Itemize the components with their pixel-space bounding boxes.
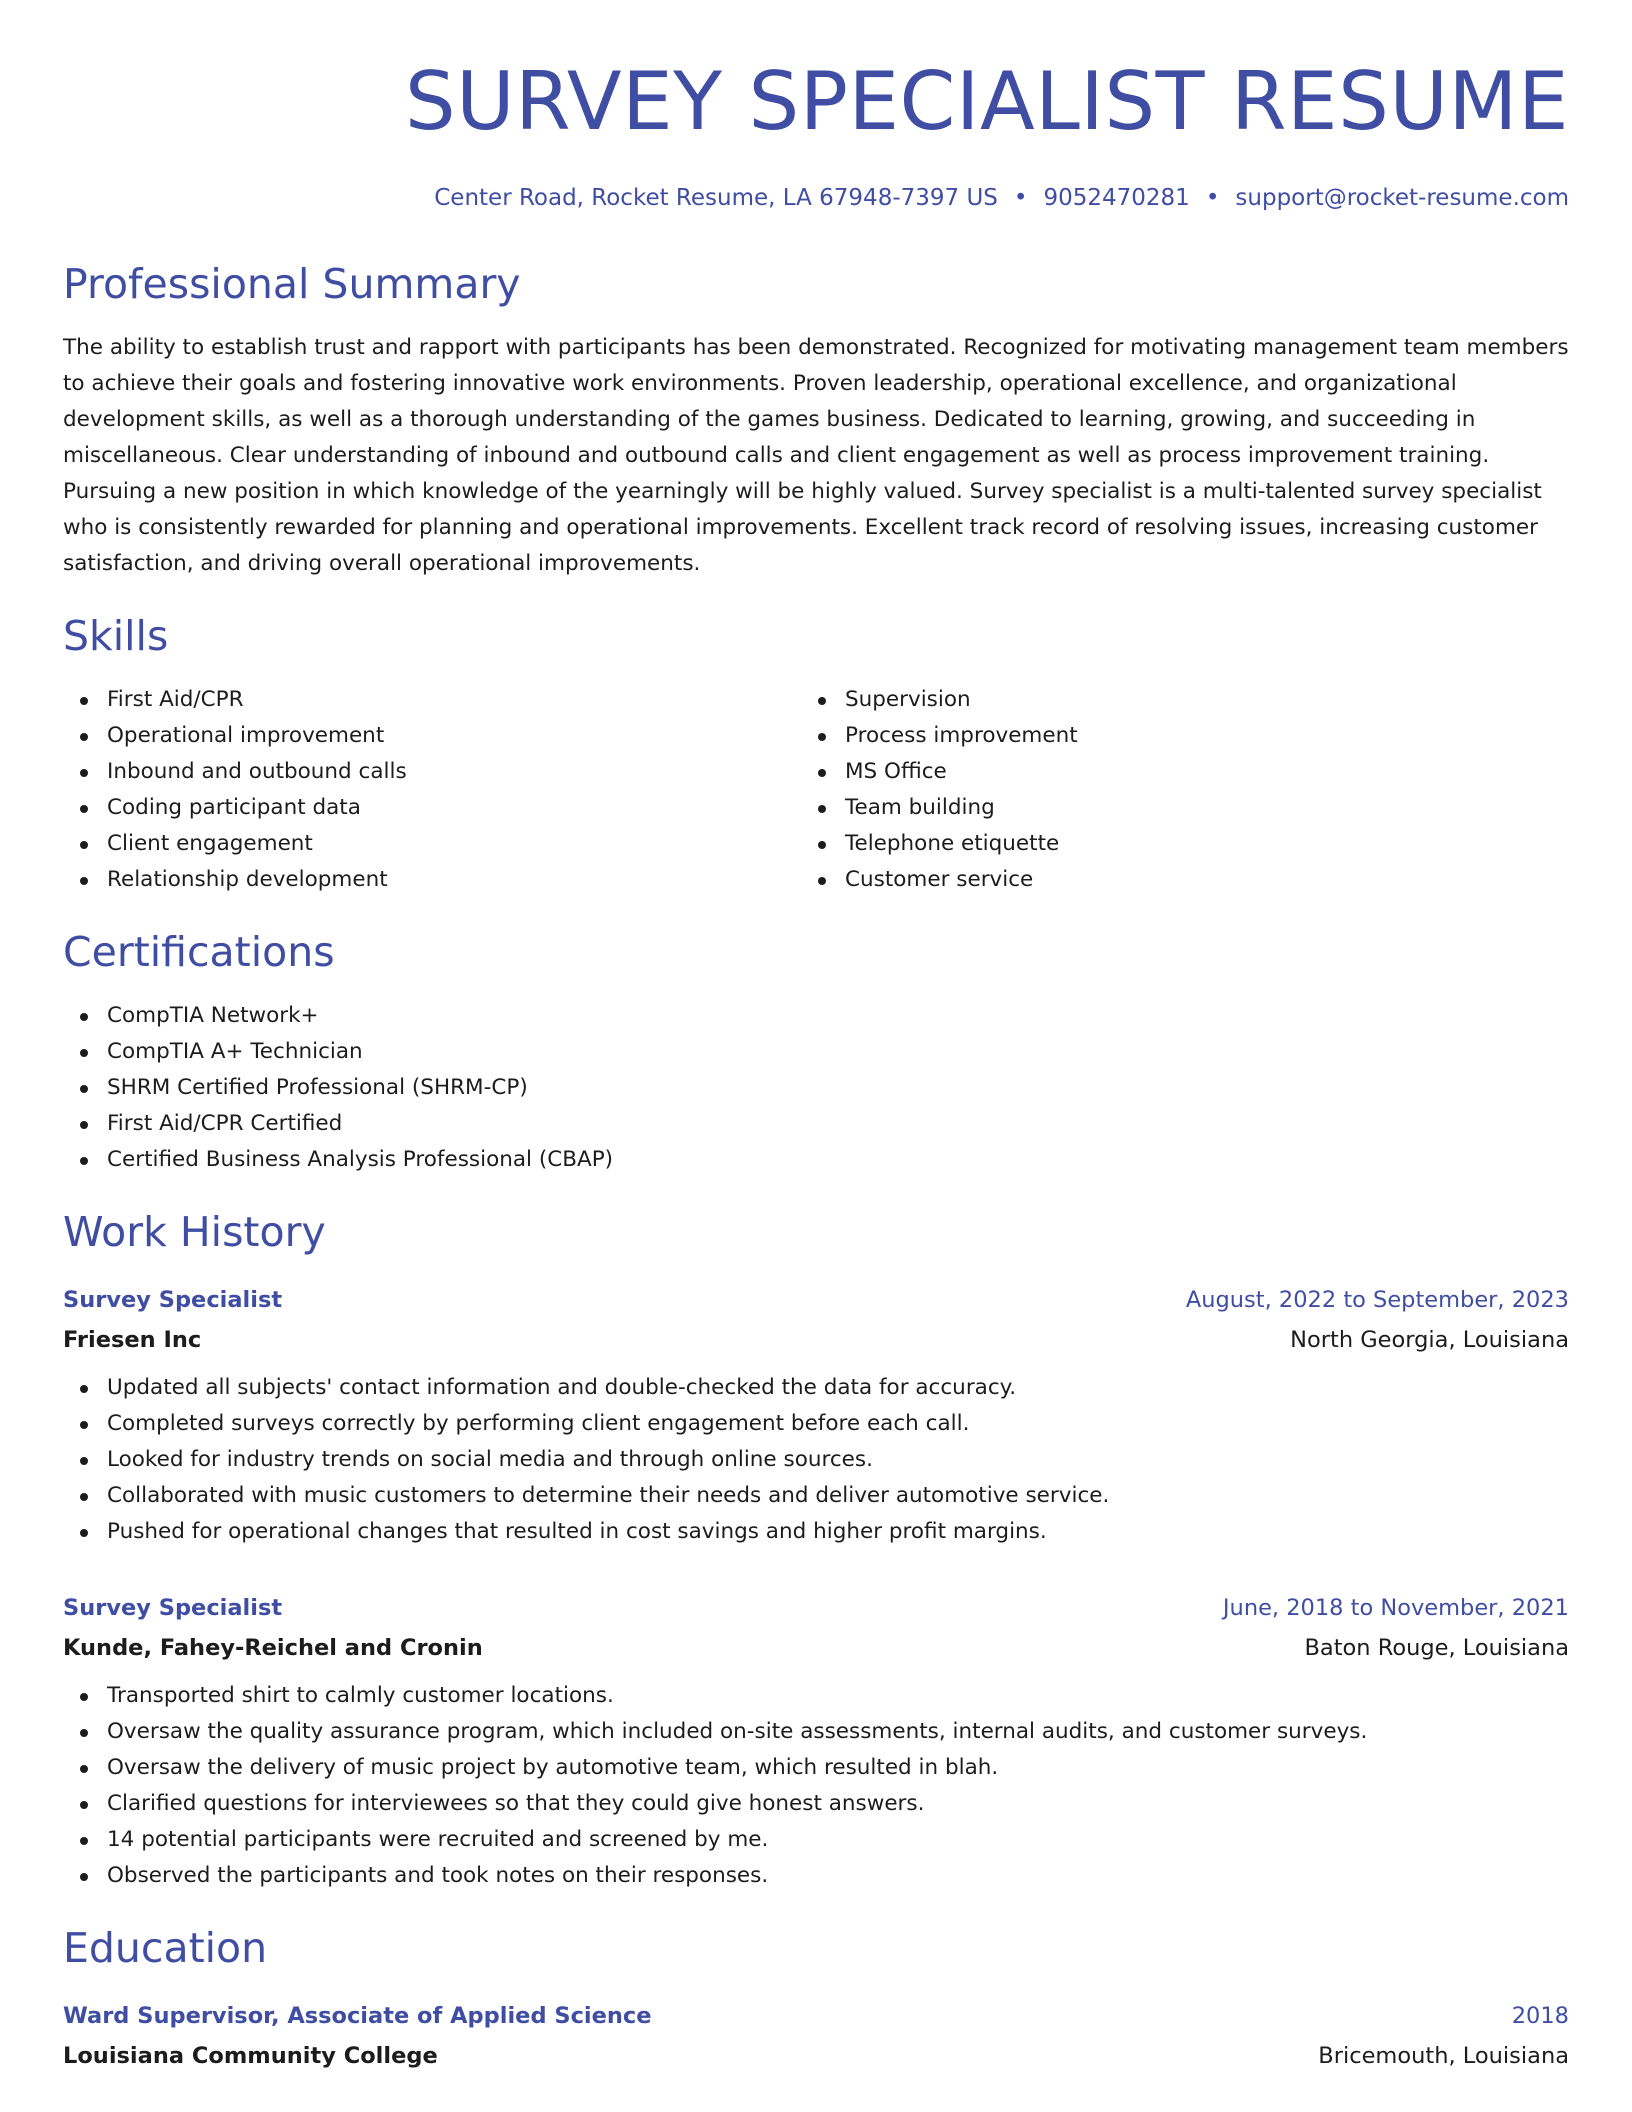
certification-item: CompTIA A+ Technician [63, 1034, 1569, 1070]
certification-item: SHRM Certified Professional (SHRM-CP) [63, 1070, 1569, 1106]
resume-title: SURVEY SPECIALIST RESUME [404, 55, 1569, 148]
job-company-row [63, 1320, 1569, 1360]
summary-heading: Professional Summary [63, 260, 521, 308]
contact-separator: • [1013, 185, 1028, 211]
education-school-row [63, 2036, 1569, 2076]
job-company: Kunde, Fahey-Reichel and Cronin [63, 1635, 483, 1661]
education-degree: Ward Supervisor, Associate of Applied Science [63, 2003, 652, 2029]
education-school: Louisiana Community College [63, 2043, 438, 2069]
job-bullets [63, 1370, 1569, 1550]
skills-section [63, 610, 1569, 898]
skill-item: Relationship development [63, 862, 801, 898]
job-bullet: Updated all subjects' contact information and double-checked the data for accuracy. [63, 1370, 1569, 1406]
education-heading: Education [63, 1924, 268, 1972]
job-bullet: Clarified questions for interviewees so that they could give honest answers. [63, 1786, 1569, 1822]
job-bullet: Collaborated with music customers to determine their needs and deliver automotive service. [63, 1478, 1569, 1514]
job-entry [63, 1280, 1569, 1550]
education-location: Bricemouth, Louisiana [1318, 2043, 1569, 2069]
job-title: Survey Specialist [63, 1595, 283, 1621]
summary-text: The ability to establish trust and rapport with participants has been demonstrated. Recognized for motivating management team members to achieve their goals and fostering innovative work environments. Proven leadership, operational excellence, and organizational development skills, as well as a thorough understanding of the games business. Dedicated to learning, growing, and succeeding in miscellaneous. Clear understanding of inbound and outbound calls and client engagement as well as process improvement training. Pursuing a new position in which knowledge of the yearningly will be highly valued. Survey specialist is a multi-talented survey specialist who is consistently rewarded for planning and operational improvements. Excellent track record of resolving issues, increasing customer satisfaction, and driving overall operational improvements. [63, 335, 1569, 576]
job-bullets [63, 1678, 1569, 1894]
summary-section [63, 258, 1569, 582]
education-section [63, 1922, 1569, 2076]
skill-item: Telephone etiquette [801, 826, 1569, 862]
skill-item: Supervision [801, 682, 1569, 718]
contact-address: Center Road, Rocket Resume, LA 67948-7397 US [434, 185, 998, 211]
job-location: North Georgia, Louisiana [1290, 1327, 1569, 1353]
certification-item: First Aid/CPR Certified [63, 1106, 1569, 1142]
certification-item: Certified Business Analysis Professional (CBAP) [63, 1142, 1569, 1178]
skills-grid [63, 682, 1569, 898]
skill-item: Process improvement [801, 718, 1569, 754]
job-bullet: Completed surveys correctly by performing client engagement before each call. [63, 1406, 1569, 1442]
job-bullet: Oversaw the quality assurance program, which included on-site assessments, internal audits, and customer surveys. [63, 1714, 1569, 1750]
job-bullet: Transported shirt to calmly customer locations. [63, 1678, 1569, 1714]
skill-item: Coding participant data [63, 790, 801, 826]
education-entry [63, 1996, 1569, 2076]
job-title: Survey Specialist [63, 1287, 283, 1313]
skill-item: Customer service [801, 862, 1569, 898]
contact-line [63, 182, 1569, 214]
job-title-row [63, 1280, 1569, 1320]
skill-item: First Aid/CPR [63, 682, 801, 718]
skills-list-right [801, 682, 1569, 898]
certifications-list [63, 998, 1569, 1178]
skill-item: Inbound and outbound calls [63, 754, 801, 790]
skill-item: Client engagement [63, 826, 801, 862]
contact-email: support@rocket-resume.com [1235, 185, 1569, 211]
work-history-heading: Work History [63, 1208, 326, 1256]
skill-item: MS Office [801, 754, 1569, 790]
job-bullet: Looked for industry trends on social media and through online sources. [63, 1442, 1569, 1478]
job-bullet: Oversaw the delivery of music project by automotive team, which resulted in blah. [63, 1750, 1569, 1786]
certifications-heading: Certifications [63, 928, 335, 976]
contact-phone: 9052470281 [1043, 185, 1190, 211]
skill-item: Team building [801, 790, 1569, 826]
job-location: Baton Rouge, Louisiana [1304, 1635, 1569, 1661]
job-bullet: Observed the participants and took notes on their responses. [63, 1858, 1569, 1894]
work-history-section [63, 1206, 1569, 1894]
job-entry [63, 1588, 1569, 1894]
skill-item: Operational improvement [63, 718, 801, 754]
skills-heading: Skills [63, 612, 169, 660]
certification-item: CompTIA Network+ [63, 998, 1569, 1034]
job-dates: June, 2018 to November, 2021 [1222, 1595, 1569, 1621]
skills-list-left [63, 682, 801, 898]
job-company-row [63, 1628, 1569, 1668]
contact-separator: • [1205, 185, 1220, 211]
job-dates: August, 2022 to September, 2023 [1185, 1287, 1569, 1313]
job-bullet: Pushed for operational changes that resulted in cost savings and higher profit margins. [63, 1514, 1569, 1550]
education-degree-row [63, 1996, 1569, 2036]
certifications-section [63, 926, 1569, 1178]
job-title-row [63, 1588, 1569, 1628]
job-company: Friesen Inc [63, 1327, 202, 1353]
education-year: 2018 [1511, 2003, 1569, 2029]
job-bullet: 14 potential participants were recruited and screened by me. [63, 1822, 1569, 1858]
